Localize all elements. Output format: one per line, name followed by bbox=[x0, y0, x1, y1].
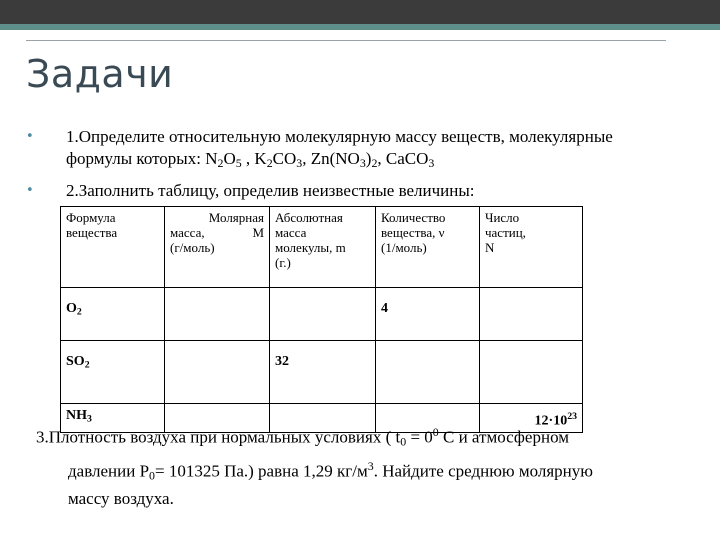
cell-count bbox=[480, 288, 583, 341]
header-particle-count: Число частиц, N bbox=[480, 207, 583, 288]
task-3-line-2: давлении $P_0= 101325$ Па.) равна 1,29 $кг/м^3$. Найдите среднюю молярную bbox=[68, 458, 593, 482]
cell-formula: $SO_2$ bbox=[61, 341, 165, 404]
cell-formula: $NH_3$ bbox=[61, 404, 165, 433]
cell-amount: 4 bbox=[376, 288, 480, 341]
cell-abs: 32 bbox=[270, 341, 376, 404]
data-table bbox=[60, 206, 583, 433]
cell-abs bbox=[270, 288, 376, 341]
header-formula: Формула вещества bbox=[61, 207, 165, 288]
cell-amount bbox=[376, 341, 480, 404]
task-3-text bbox=[36, 420, 706, 511]
table-row bbox=[61, 288, 583, 341]
bullet-icon: • bbox=[26, 129, 34, 144]
title-rule bbox=[26, 40, 666, 41]
task-1-line-1: 1.Определите относительную молекулярную массу веществ, молекулярные bbox=[66, 127, 613, 146]
top-dark-bar bbox=[0, 0, 720, 24]
cell-molar bbox=[165, 288, 270, 341]
header-amount: Количество вещества, ν (1/моль) bbox=[376, 207, 480, 288]
bullet-icon: • bbox=[26, 183, 34, 198]
cell-count bbox=[480, 341, 583, 404]
slide-title: Задачи bbox=[26, 52, 174, 96]
cell-molar bbox=[165, 341, 270, 404]
table-row bbox=[61, 341, 583, 404]
cell-count: $12\cdot 10^{23}$ bbox=[480, 404, 583, 433]
top-accent-bar bbox=[0, 24, 720, 30]
cell-formula: $O_2$ bbox=[61, 288, 165, 341]
header-absolute-mass: Абсолютная масса молекулы, m (г.) bbox=[270, 207, 376, 288]
task-2-text: 2.Заполнить таблицу, определив неизвестные величины: bbox=[66, 181, 475, 200]
header-molar-mass: Молярная масса, M (г/моль) bbox=[165, 207, 270, 288]
task-3-line-3: массу воздуха. bbox=[68, 489, 174, 508]
table-header-row bbox=[61, 207, 583, 288]
task-1-line-2: формулы которых: $N_2O_5$ , $K_2CO_3$, $Zn(NO_3)_2$, CaCO$_3$ bbox=[66, 149, 435, 170]
task-3-line-1: 3.Плотность воздуха при нормальных условиях ( $t_0 = 0^0$ С и атмосферном bbox=[36, 425, 569, 449]
